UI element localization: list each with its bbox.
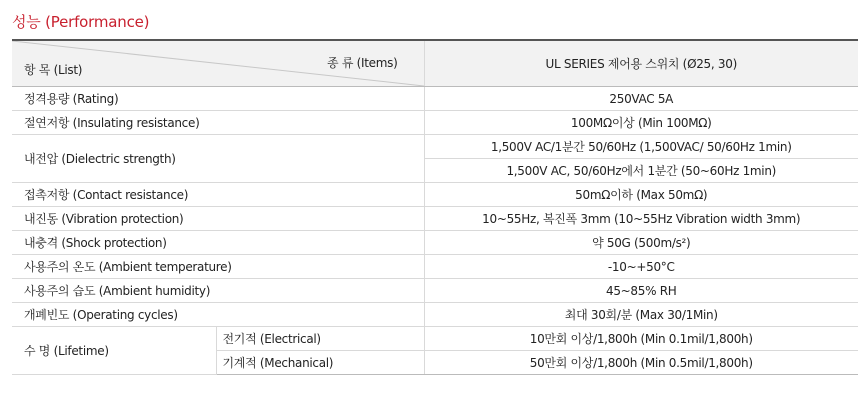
row-label: 내진동 (Vibration protection) [12, 207, 424, 231]
row-value: 50만회 이상/1,800h (Min 0.5mil/1,800h) [424, 351, 858, 375]
row-value: 10만회 이상/1,800h (Min 0.1mil/1,800h) [424, 327, 858, 351]
row-value: 250VAC 5A [424, 87, 858, 111]
row-value: 100MΩ이상 (Min 100MΩ) [424, 111, 858, 135]
table-row [12, 87, 858, 111]
section-title: 성능 (Performance) [12, 13, 150, 31]
table-row [12, 135, 858, 159]
table-row [12, 279, 858, 303]
table-row [12, 327, 858, 351]
row-sublabel: 기계적 (Mechanical) [216, 351, 424, 375]
table-row [12, 231, 858, 255]
performance-table [12, 39, 858, 375]
row-value: 약 50G (500m/s²) [424, 231, 858, 255]
row-value: -10~+50°C [424, 255, 858, 279]
table-row [12, 111, 858, 135]
row-label: 내충격 (Shock protection) [12, 231, 424, 255]
row-label: 절연저항 (Insulating resistance) [12, 111, 424, 135]
row-value: 45~85% RH [424, 279, 858, 303]
row-value: 10~55Hz, 복진폭 3mm (10~55Hz Vibration width 3mm) [424, 207, 858, 231]
row-value: 1,500V AC/1분간 50/60Hz (1,500VAC/ 50/60Hz 1min) [424, 135, 858, 159]
row-label: 수 명 (Lifetime) [12, 327, 216, 375]
table-row [12, 207, 858, 231]
row-label: 개폐빈도 (Operating cycles) [12, 303, 424, 327]
header-items-label: 종 류 (Items) [327, 56, 398, 70]
table-row [12, 303, 858, 327]
row-value: 50mΩ이하 (Max 50mΩ) [424, 183, 858, 207]
row-label: 접촉저항 (Contact resistance) [12, 183, 424, 207]
header-diagonal-cell [12, 40, 424, 87]
header-list-label: 항 목 (List) [24, 63, 83, 77]
row-sublabel: 전기적 (Electrical) [216, 327, 424, 351]
table-row [12, 255, 858, 279]
row-value: 1,500V AC, 50/60Hz에서 1분간 (50~60Hz 1min) [424, 159, 858, 183]
row-label: 정격용량 (Rating) [12, 87, 424, 111]
header-model-label: UL SERIES 제어용 스위치 (Ø25, 30) [424, 40, 858, 87]
row-label: 사용주의 습도 (Ambient humidity) [12, 279, 424, 303]
row-value: 최대 30회/분 (Max 30/1Min) [424, 303, 858, 327]
row-label: 사용주의 온도 (Ambient temperature) [12, 255, 424, 279]
table-row [12, 183, 858, 207]
row-label: 내전압 (Dielectric strength) [12, 135, 424, 183]
table-header-row [12, 40, 858, 87]
